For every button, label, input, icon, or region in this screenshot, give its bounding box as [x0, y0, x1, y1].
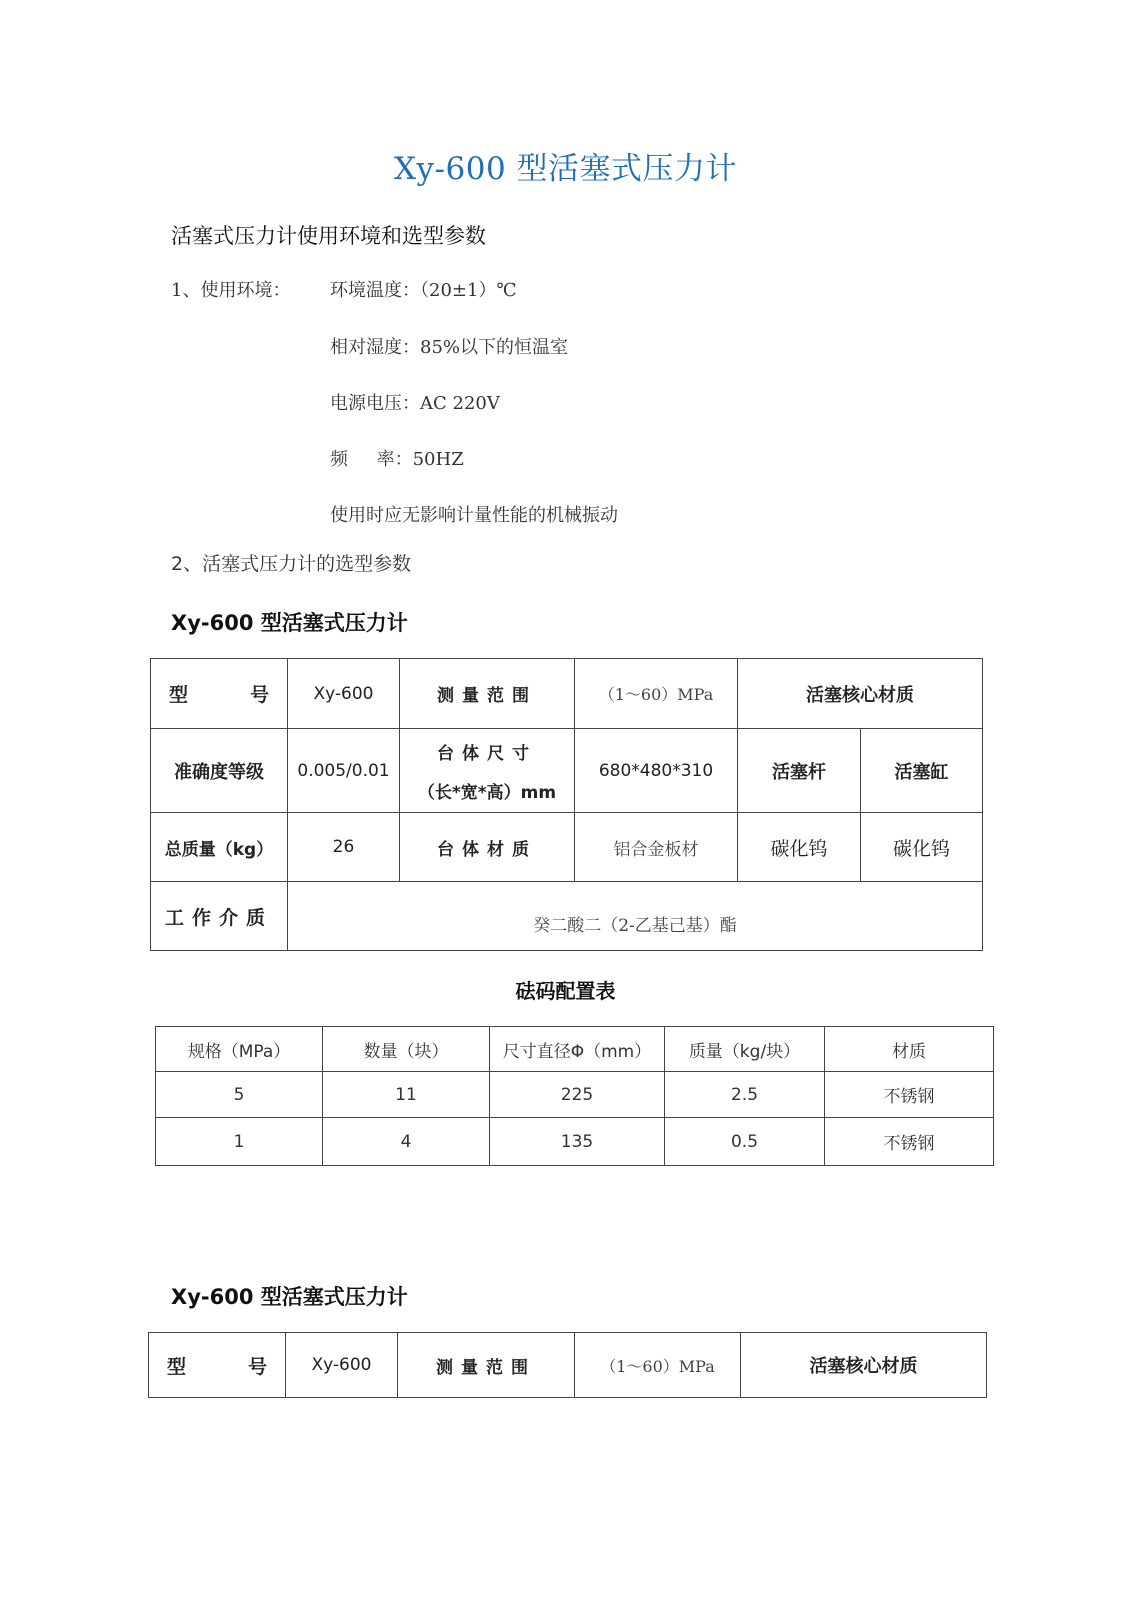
table-row — [151, 729, 983, 813]
page-title: Xy-600 型活塞式压力计 — [393, 151, 738, 187]
table-cell: 225 — [490, 1072, 665, 1118]
table-cell: 135 — [490, 1118, 665, 1166]
core-material-label: 活塞核心材质 — [741, 1333, 987, 1398]
selection-heading: 2、活塞式压力计的选型参数 — [171, 553, 412, 575]
rod-label: 活塞杆 — [738, 729, 861, 813]
model-label-b: 号 — [247, 1355, 267, 1378]
size-label-line1: 台体尺寸 — [437, 743, 537, 764]
table-row — [156, 1118, 994, 1166]
medium-label: 工作介质 — [151, 882, 288, 951]
size-label-cell — [400, 729, 575, 813]
header-diameter: 尺寸直径Φ（mm） — [490, 1027, 665, 1072]
model-label-cell — [149, 1333, 286, 1398]
model-value: Xy-600 — [286, 1333, 398, 1398]
accuracy-value: 0.005/0.01 — [288, 729, 400, 813]
env-humidity: 相对湿度：85%以下的恒温室 — [330, 337, 569, 358]
model-value: Xy-600 — [288, 659, 400, 729]
core-material-label: 活塞核心材质 — [738, 659, 983, 729]
table-row — [151, 882, 983, 951]
table1-heading: Xy-600 型活塞式压力计 — [171, 611, 408, 635]
medium-value: 癸二酸二（2-乙基己基）酯 — [288, 882, 983, 951]
env-voltage: 电源电压：AC 220V — [330, 393, 500, 414]
range-label: 测量范围 — [398, 1333, 575, 1398]
header-mass: 质量（kg/块） — [665, 1027, 825, 1072]
table-cell: 1 — [156, 1118, 323, 1166]
table-row — [151, 813, 983, 882]
env-frequency: 频 率：50HZ — [330, 449, 464, 470]
table-cell: 不锈钢 — [825, 1072, 994, 1118]
spec-table-2 — [148, 1332, 987, 1398]
size-value: 680*480*310 — [575, 729, 738, 813]
range-label: 测量范围 — [400, 659, 575, 729]
table-cell: 4 — [323, 1118, 490, 1166]
env-temperature: 环境温度：（20±1）℃ — [330, 280, 517, 301]
header-quantity: 数量（块） — [323, 1027, 490, 1072]
table-cell: 5 — [156, 1072, 323, 1118]
env-label: 1、使用环境： — [171, 280, 291, 301]
model-label-a: 型 — [167, 1355, 187, 1378]
body-material-value: 铝合金板材 — [575, 813, 738, 882]
rod-material: 碳化钨 — [738, 813, 861, 882]
model-label-cell — [151, 659, 288, 729]
range-value: （1～60）MPa — [575, 1333, 741, 1398]
size-label-line2: （长*宽*高）mm — [417, 782, 557, 803]
table-row — [156, 1072, 994, 1118]
table-cell: 不锈钢 — [825, 1118, 994, 1166]
weights-table — [155, 1026, 994, 1166]
weights-caption: 砝码配置表 — [515, 979, 616, 1003]
accuracy-label: 准确度等级 — [151, 729, 288, 813]
model-label-b: 号 — [249, 684, 269, 706]
cylinder-label: 活塞缸 — [861, 729, 983, 813]
table-row — [151, 659, 983, 729]
section-heading: 活塞式压力计使用环境和选型参数 — [171, 224, 486, 248]
table-cell: 2.5 — [665, 1072, 825, 1118]
weight-label: 总质量（kg） — [151, 813, 288, 882]
table-cell: 11 — [323, 1072, 490, 1118]
table-row — [149, 1333, 987, 1398]
table-header-row — [156, 1027, 994, 1072]
env-vibration: 使用时应无影响计量性能的机械振动 — [330, 505, 618, 526]
cylinder-material: 碳化钨 — [861, 813, 983, 882]
header-spec: 规格（MPa） — [156, 1027, 323, 1072]
header-material: 材质 — [825, 1027, 994, 1072]
weight-value: 26 — [288, 813, 400, 882]
table2-heading: Xy-600 型活塞式压力计 — [171, 1285, 408, 1309]
spec-table — [150, 658, 983, 951]
table-cell: 0.5 — [665, 1118, 825, 1166]
body-material-label: 台体材质 — [400, 813, 575, 882]
model-label-a: 型 — [169, 684, 189, 706]
range-value: （1～60）MPa — [575, 659, 738, 729]
